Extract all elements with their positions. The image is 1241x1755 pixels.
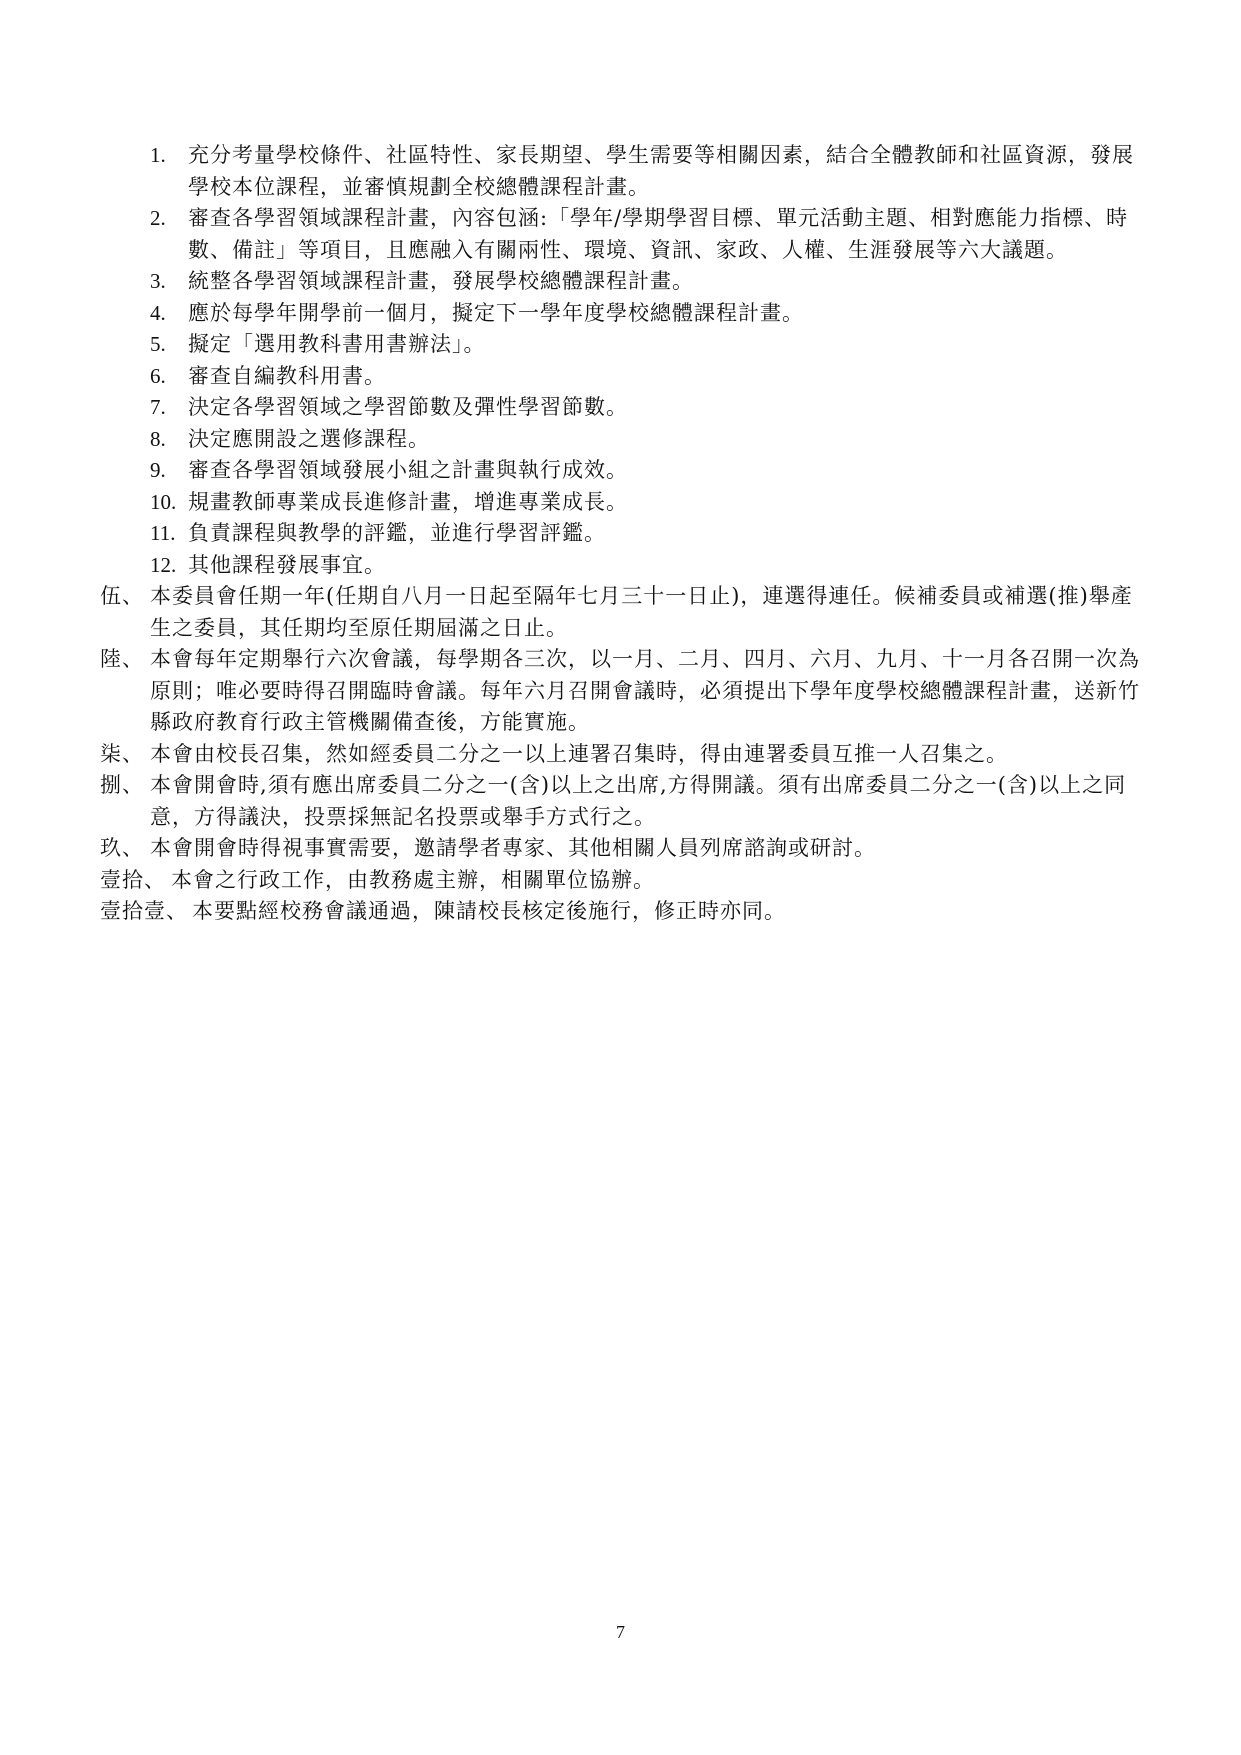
- article-number: 壹拾、: [100, 867, 166, 892]
- list-item: [150, 140, 1150, 203]
- article-text: 本會每年定期舉行六次會議，每學期各三次，以一月、二月、四月、六月、九月、十一月各召開一次為原則；唯必要時得召開臨時會議。每年六月召開會議時，必須提出下學年度學校總體課程計畫，送新竹縣政府教育行政主管機關備查後，方能實施。: [150, 647, 1140, 734]
- duties-list: [150, 140, 1150, 581]
- article-number: 陸、: [100, 647, 144, 671]
- article-section: [100, 644, 1150, 739]
- article-sections: [100, 581, 1150, 928]
- list-item-text: 審查各學習領域發展小組之計畫與執行成效。: [188, 458, 628, 482]
- list-item: [150, 518, 1150, 550]
- list-item-number: 4.: [150, 300, 166, 325]
- list-item-number: 8.: [150, 426, 166, 451]
- list-item: [150, 424, 1150, 456]
- article-text: 本要點經校務會議通過，陳請校長核定後施行，修正時亦同。: [192, 899, 786, 923]
- list-item-number: 7.: [150, 395, 166, 419]
- list-item-number: 1.: [150, 143, 166, 167]
- article-number: 捌、: [100, 773, 144, 797]
- list-item-text: 統整各學習領域課程計畫，發展學校總體課程計畫。: [188, 269, 694, 293]
- list-item-text: 規畫教師專業成長進修計畫，增進專業成長。: [188, 489, 628, 514]
- list-item: [150, 487, 1150, 519]
- list-item-text: 充分考量學校條件、社區特性、家長期望、學生需要等相關因素，結合全體教師和社區資源，發展學校本位課程，並審慎規劃全校總體課程計畫。: [188, 143, 1134, 199]
- article-section: [100, 739, 1150, 771]
- list-item: [150, 266, 1150, 298]
- article-section: [100, 896, 1150, 928]
- list-item-number: 6.: [150, 363, 166, 388]
- list-item-text: 其他課程發展事宜。: [188, 552, 386, 577]
- article-text: 本會開會時,須有應出席委員二分之一(含)以上之出席,方得開議。須有出席委員二分之一(含)以上之同意，方得議決，投票採無記名投票或舉手方式行之。: [150, 773, 1127, 829]
- list-item: [150, 455, 1150, 487]
- list-item-number: 9.: [150, 458, 166, 482]
- list-item-text: 擬定「選用教科書用書辦法」。: [188, 332, 486, 356]
- list-item: [150, 298, 1150, 330]
- article-section: [100, 865, 1150, 897]
- list-item-text: 決定應開設之選修課程。: [188, 426, 430, 451]
- list-item-text: 審查自編教科用書。: [188, 363, 386, 388]
- article-number: 玖、: [100, 836, 144, 860]
- article-section: [100, 581, 1150, 644]
- list-item: [150, 203, 1150, 266]
- article-text: 本會之行政工作，由教務處主辦，相關單位協辦。: [171, 867, 655, 892]
- article-text: 本會由校長召集，然如經委員二分之一以上連署召集時，得由連署委員互推一人召集之。: [150, 741, 1008, 766]
- document-body: [100, 140, 1150, 928]
- list-item-number: 10.: [150, 489, 177, 514]
- list-item-text: 決定各學習領域之學習節數及彈性學習節數。: [188, 395, 628, 419]
- list-item-number: 11.: [150, 521, 176, 545]
- list-item: [150, 361, 1150, 393]
- list-item: [150, 392, 1150, 424]
- article-section: [100, 833, 1150, 865]
- list-item: [150, 550, 1150, 582]
- article-number: 柒、: [100, 741, 144, 766]
- page-number: 7: [616, 1622, 625, 1642]
- list-item-text: 負責課程與教學的評鑑，並進行學習評鑑。: [188, 521, 606, 545]
- list-item-number: 3.: [150, 269, 166, 293]
- article-number: 伍、: [100, 584, 144, 608]
- article-text: 本委員會任期一年(任期自八月一日起至隔年七月三十一日止)，連選得連任。候補委員或補選(推)舉產生之委員，其任期均至原任期屆滿之日止。: [150, 584, 1133, 640]
- list-item-number: 2.: [150, 206, 166, 230]
- article-number: 壹拾壹、: [100, 899, 188, 923]
- list-item-text: 應於每學年開學前一個月，擬定下一學年度學校總體課程計畫。: [188, 300, 804, 325]
- list-item-number: 12.: [150, 552, 177, 577]
- list-item: [150, 329, 1150, 361]
- article-section: [100, 770, 1150, 833]
- list-item-text: 審查各學習領域課程計畫，內容包涵:「學年/學期學習目標、單元活動主題、相對應能力指標、時數、備註」等項目，且應融入有關兩性、環境、資訊、家政、人權、生涯發展等六大議題。: [188, 206, 1129, 262]
- article-text: 本會開會時得視事實需要，邀請學者專家、其他相關人員列席諮詢或研討。: [150, 836, 876, 860]
- list-item-number: 5.: [150, 332, 166, 356]
